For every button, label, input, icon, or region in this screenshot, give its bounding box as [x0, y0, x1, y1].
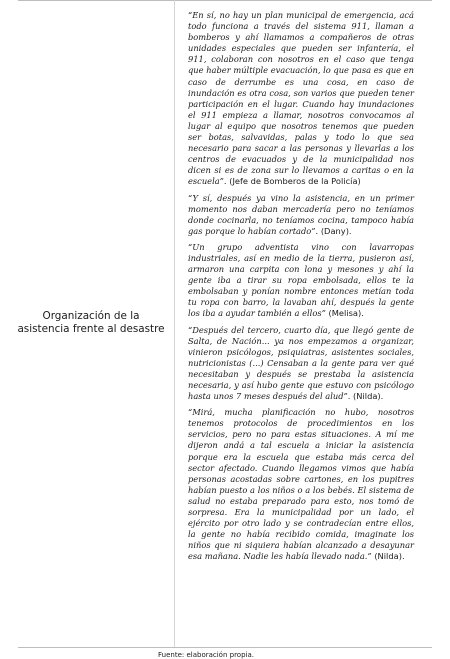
table-bottom-rule [18, 647, 432, 648]
quotes-column [188, 10, 414, 568]
category-label: Organización de la asistencia frente al desastre [17, 310, 165, 335]
quote-text: “Un grupo adventista vino con lavarropas industriales, así en medio de la tierra, pusieron así, armaron una carpita con lona y mesones y ahí la gente iba a tirar su ropa embolsada, ellos te la embolsaban y ponían nombre entonces metían toda tu ropa con barro, la lavaban ahí, después la gente los iba a ayudar también a ellos” [188, 241, 414, 319]
quote-block [188, 193, 414, 237]
quote-text: “Mirá, mucha planificación no hubo, nosotros tenemos protocolos de procedimientos en los servicios, pero no para estas situaciones. A mí me dijeron andá a tal escuela a iniciar la asistencia porque era la escuela que estaba más cerca del sector afectado. Cuando llegamos vimos que había personas acostadas sobre cartones, en los pupitres habían puesto a los niños o a los bebés. El sistema de salud no estaba preparado para esto, nos tomó de sorpresa. Era la municipalidad por un lado, el ejército por otro lado y se contradecían entre ellos, la gente no había recibido comida, imaginate los niños que ni siquiera habían alcanzado a desayunar esa mañana. Nadie les había llevado nada.” [188, 407, 414, 562]
quote-text: “En sí, no hay un plan municipal de emergencia, acá todo funciona a través del sistema 911, llaman a bomberos y ahí llamamos a compañeros de otras unidades especiales que pueden ser infantería, el 911, colaboran con nosotros en el caso que tenga que haber múltiple evacuación, lo que pasa es que en caso de derrumbe es una cosa, en caso de inundación es otra cosa, son varios que pueden tener participación en el lugar. Cuando hay inundaciones el 911 empieza a llamar, nosotros convocamos al lugar al equipo que nosotros tenemos que pueden ser botas, salvavidas, palas y todo lo que sea necesario para sacar a las personas y llevarlas a los centros de evacuados y de la municipalidad nos dicen si es de zona sur lo llevamos a caritas o en la escuela”. [188, 10, 414, 187]
quote-attribution: (Nilda). [374, 551, 405, 562]
quote-text: “Y sí, después ya vino la asistencia, en un primer momento nos daban mercadería pero no teníamos donde cocinarla, no teníamos cocina, tampoco había gas porque lo habían cortado”. [188, 192, 414, 236]
quote-block [188, 325, 414, 403]
source-note: Fuente: elaboración propia. [158, 651, 254, 659]
quote-attribution: (Dany). [320, 225, 352, 236]
column-divider [174, 0, 175, 647]
quote-attribution: (Jefe de Bomberos de la Policía) [229, 176, 361, 187]
quote-text: “Después del tercero, cuarto día, que llegó gente de Salta, de Nación... ya nos empezamos a organizar, vinieron psicólogos, psiquiatras, asistentes sociales, nutricionistas (...) Censaban a la gente para ver qué necesitaban y después se prestaba la asistencia necesaria, y así hubo gente que estuvo con psicólogo hasta unos 7 meses después del alud”. [188, 324, 414, 402]
table-top-rule [18, 0, 432, 1]
quote-block [188, 407, 414, 562]
quote-attribution: (Nilda). [353, 391, 384, 402]
quote-block [188, 242, 414, 320]
quote-block [188, 10, 414, 188]
quote-attribution: (Melisa). [328, 308, 364, 319]
